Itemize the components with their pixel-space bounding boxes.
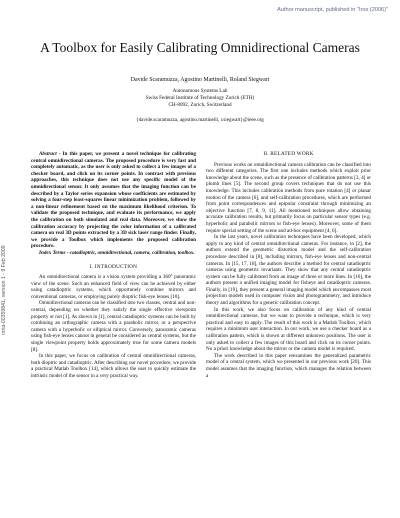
paragraph: The work described in this paper reexamines the generalized parametric model of a central system, which we presented in our previous work [20]. This model assumes that the imaging function, which manages the relation between a: [206, 352, 371, 379]
abstract: [31, 151, 196, 250]
abstract-text: - In this paper, we present a novel technique for calibrating central omnidirectional cameras. The proposed procedure is very fast and completely automatic, as the user is only asked to collect a few images of a checker board, and click on its corner points. In contrast with previous approaches, this technique does not use any specific model of the omnidirectional sensor. It only assumes that the imaging function can be described by a Taylor series expansion whose coefficients are estimated by solving a four-step least-squares linear minimization problem, followed by a non-linear refinement based on the maximum likelihood criterion. To validate the proposed technique, and evaluate its performance, we apply the calibration on both simulated and real data. Moreover, we show the calibration accuracy by projecting the color information of a calibrated camera on real 3D points extracted by a 3D sick laser range finder. Finally, we provide a Toolbox which implements the proposed calibration procedure.: [31, 151, 196, 250]
paragraph: Omnidirectional cameras can be classified into two classes, central and non-central, depending on whether they satisfy the single effective viewpoint property or not [1]. As shown in [1], central catadioptric systems can be built by combining an orthographic camera with a parabolic mirror, or a perspective camera with a hyperbolic or elliptical mirror. Conversely, panoramic cameras using fish-eye lenses cannot in general be considered as central systems, but the single viewpoint property holds approximately true for some camera models [8].: [31, 300, 196, 353]
side-identifier: [0, 240, 9, 340]
side-identifier-text: inria-00359841, version 1 - 9 Feb 2009: [1, 245, 7, 335]
authors: Davide Scaramuzza, Agostino Martinelli, Roland Siegwart: [130, 77, 270, 83]
left-column: [31, 151, 196, 380]
section-heading-related-work: II. RELATED WORK: [263, 151, 314, 157]
affiliation-line: CH-8092, Zurich, Switzerland: [168, 101, 232, 108]
manuscript-note: Author manuscript, published in "Iros (2006)": [277, 7, 388, 13]
index-terms: Index Terms - catadioptric, omnidirectional, camera, calibration, toolbox.: [39, 249, 195, 256]
paragraph: In this paper, we focus on calibration of central omnidirectional cameras, both dioptric and catadioptric. After describing our novel procedure, we provide a practical Matlab Toolbox [14], which allows the user to quickly estimate the intrinsic model of the sensor in a very practical way.: [31, 353, 196, 379]
paragraph: In this work, we also focus on calibration of any kind of central omnidirectional cameras, but we want to provide a technique, which is very practical and easy to apply. The result of this work is a Matlab Toolbox, which requires a minimum user interaction. In our work, we use a checker board as a calibration pattern, which is shown at different unknown positions. The user is only asked to collect a few images of this board and click on its corner points. No a priori knowledge about the mirror or the camera model is required.: [206, 306, 371, 353]
paragraph: Previous works on omnidirectional camera calibration can be classified into two different categories. The first one includes methods which exploit prior knowledge about the scene, such as the presence of calibration patterns [3, 4] or plumb lines [5]. The second group covers techniques that do not use this knowledge. This includes calibration methods from pure rotation [4] or planar motion of the camera [6], and self-calibration procedures, which are performed from point correspondences and epipolar constraint through minimizing an objective function [7, 8, 9, 11]. All mentioned techniques allow obtaining accurate calibration results, but primarily focus on particular sensor types (e.g. hyperbolic and parabolic mirrors or fish-eye lenses). Moreover, some of them require special setting of the scene and ad-hoc equipment [4, 6].: [206, 161, 371, 234]
abstract-label: Abstract: [39, 151, 57, 157]
paper-title: A Toolbox for Easily Calibrating Omnidirectional Cameras: [40, 40, 360, 55]
affiliation-line: Swiss Federal Institute of Technology Zurich (ETH): [145, 94, 255, 101]
affiliation: [40, 88, 360, 108]
paragraph: In the last years, novel calibration techniques have been developed, which apply to any kind of central omnidirectional cameras. For instance, in [2], the authors extend the geometric distortion model and the self-calibration procedure described in [8], including mirrors, fish-eye lenses and non-central cameras. In [15, 17, 18], the authors describe a method for central catadioptric cameras using geometric invariants. They show that any central catadioptric system can be fully calibrated from an image of three or more lines. In [16], the authors present a unified imaging model for fisheye and catadioptric cameras. Finally, in [19], they present a general imaging model which encompasses most projection models used in computer vision and photogrammetry, and introduce theory and algorithms for a generic calibration concept.: [206, 234, 371, 307]
right-column: [206, 151, 371, 379]
paragraph: An omnidirectional camera is a vision system providing a 360° panoramic view of the scene. Such an enhanced field of view can be achieved by either using catadioptric systems, which opportunely combine mirrors and conventional cameras, or employing purely dioptric fish-eye lenses [10].: [31, 274, 196, 300]
section-heading-introduction: I. INTRODUCTION: [89, 263, 138, 270]
affiliation-line: Autonomous Systems Lab: [172, 88, 228, 94]
author-emails: {davide.scaramuzza, agostino.martinelli, r.siegwart}@ieee.org: [136, 117, 264, 123]
